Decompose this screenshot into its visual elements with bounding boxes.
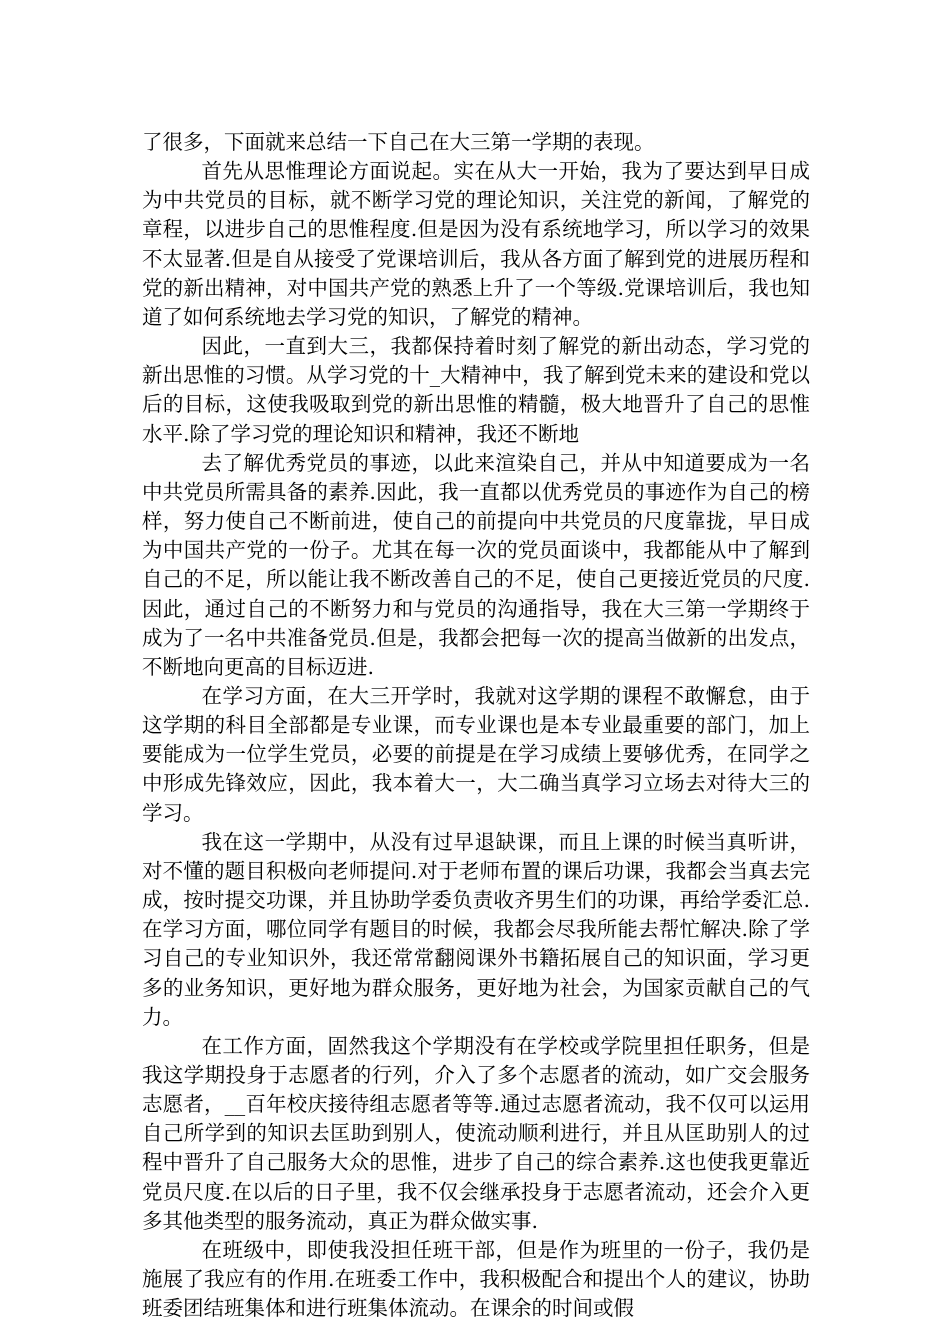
paragraph-7: 在工作方面，固然我这个学期没有在学校或学院里担任职务，但是我这学期投身于志愿者的行列，介入了多个志愿者的流动，如广交会服务志愿者，__百年校庆接待组志愿者等等.通过志愿者流动，我不仅可以运用自己所学到的知识去匡助到别人，使流动顺利进行，并且从匡助别人的过程中晋升了自己服务大众的思惟，进步了自己的综合素养.这也使我更靠近党员尺度.在以后的日子里，我不仅会继承投身于志愿者流动，还会介入更多其他类型的服务流动，真正为群众做实事. [142,1033,810,1233]
paragraph-6: 我在这一学期中，从没有过早退缺课，而且上课的时候当真听讲，对不懂的题目积极向老师提问.对于老师布置的课后功课，我都会当真去完成，按时提交功课，并且协助学委负责收齐男生们的功课，再给学委汇总.在学习方面，哪位同学有题目的时候，我都会尽我所能去帮忙解决.除了学习自己的专业知识外，我还常常翻阅课外书籍拓展自己的知识面，学习更多的业务知识，更好地为群众服务，更好地为社会，为国家贡献自己的气力。 [142,829,810,1029]
paragraph-5: 在学习方面，在大三开学时，我就对这学期的课程不敢懈怠，由于这学期的科目全部都是专业课，而专业课也是本专业最重要的部门，加上要能成为一位学生党员，必要的前提是在学习成绩上要够优秀，在同学之中形成先锋效应，因此，我本着大一，大二确当真学习立场去对待大三的学习。 [142,683,810,825]
paragraph-3: 因此，一直到大三，我都保持着时刻了解党的新出动态，学习党的新出思惟的习惯。从学习党的十_大精神中，我了解到党未来的建设和党以后的目标，这使我吸取到党的新出思惟的精髓，极大地晋升了自己的思惟水平.除了学习党的理论知识和精神，我还不断地 [142,334,810,446]
paragraph-8: 在班级中，即使我没担任班干部，但是作为班里的一份子，我仍是施展了我应有的作用.在班委工作中，我积极配合和提出个人的建议，协助班委团结班集体和进行班集体流动。在课余的时间或假 [142,1237,810,1321]
document-body [142,128,810,1323]
paragraph-1: 了很多，下面就来总结一下自己在大三第一学期的表现。 [142,130,655,154]
paragraph-2: 首先从思惟理论方面说起。实在从大一开始，我为了要达到早日成为中共党员的目标，就不断学习党的理论知识，关注党的新闻，了解党的章程，以进步自己的思惟程度.但是因为没有系统地学习，所以学习的效果不太显著.但是自从接受了党课培训后，我从各方面了解到党的进展历程和党的新出精神，对中国共产党的熟悉上升了一个等级.党课培训后，我也知道了如何系统地去学习党的知识，了解党的精神。 [142,159,810,329]
paragraph-4: 去了解优秀党员的事迹，以此来渲染自己，并从中知道要成为一名中共党员所需具备的素养.因此，我一直都以优秀党员的事迹作为自己的榜样，努力使自己不断前进，使自己的前提向中共党员的尺度靠拢，早日成为中国共产党的一份子。尤其在每一次的党员面谈中，我都能从中了解到自己的不足，所以能让我不断改善自己的不足，使自己更接近党员的尺度.因此，通过自己的不断努力和与党员的沟通指导，我在大三第一学期终于成为了一名中共准备党员.但是，我都会把每一次的提高当做新的出发点，不断地向更高的目标迈进. [142,450,810,679]
